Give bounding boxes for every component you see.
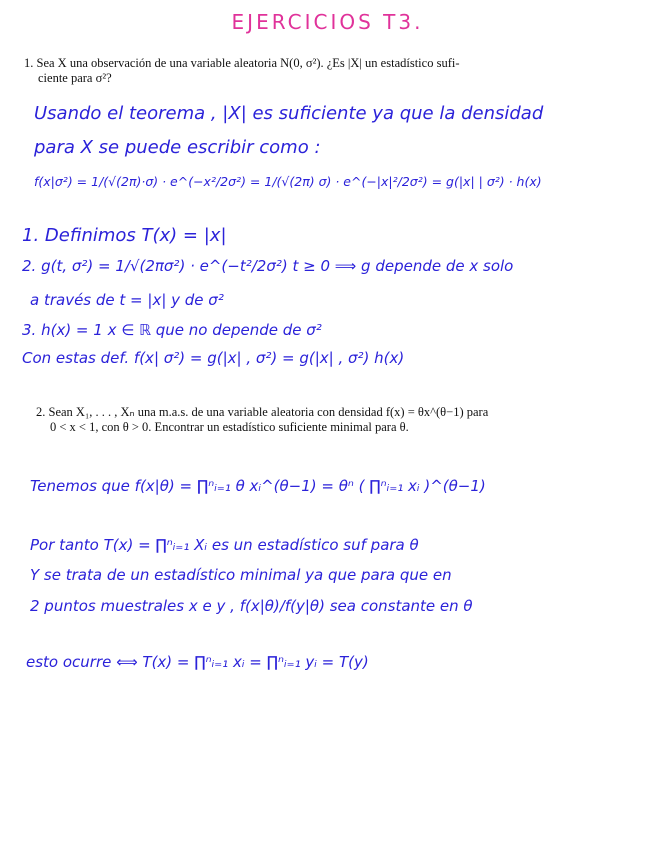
problem-1-line-1: 1. Sea X una observación de una variable aleatoria N(0, σ²). ¿Es |X| un estadístico sufi- xyxy=(24,56,460,70)
problem-2-line-2: 0 < x < 1, con θ > 0. Encontrar un estadístico suficiente minimal para θ. xyxy=(50,420,409,434)
answer-1-line-1: Usando el teorema , |X| es suficiente ya que la densidad xyxy=(34,103,544,124)
answer-2-line-1: Tenemos que f(x|θ) = ∏ⁿᵢ₌₁ θ xᵢ^(θ−1) = θⁿ ( ∏ⁿᵢ₌₁ xᵢ )^(θ−1) xyxy=(30,477,486,495)
answer-2-line-3: Y se trata de un estadístico minimal ya que para que en xyxy=(30,566,452,584)
problem-1-statement xyxy=(24,56,634,86)
answer-1-line-3: f(x|σ²) = 1/(√(2π)·σ) · e^(−x²/2σ²) = 1/(√(2π) σ) · e^(−|x|²/2σ²) = g(|x| | σ²) · h(x) xyxy=(34,174,542,189)
answer-1-line-7: 3. h(x) = 1 x ∈ ℝ que no depende de σ² xyxy=(22,321,322,339)
answer-1-line-2: para X se puede escribir como : xyxy=(34,137,321,158)
problem-2-line-1: 2. Sean X₁, . . . , Xₙ una m.a.s. de una variable aleatoria con densidad f(x) = θx^(θ−1) para xyxy=(36,405,489,419)
problem-1-line-2: ciente para σ²? xyxy=(38,71,112,85)
answer-1-line-4: 1. Definimos T(x) = |x| xyxy=(22,225,227,246)
answer-2-line-5: esto ocurre ⟺ T(x) = ∏ⁿᵢ₌₁ xᵢ = ∏ⁿᵢ₌₁ yᵢ = T(y) xyxy=(26,653,369,671)
answer-2-line-2: Por tanto T(x) = ∏ⁿᵢ₌₁ Xᵢ es un estadístico suf para θ xyxy=(30,536,419,554)
problem-2-statement xyxy=(36,405,636,435)
answer-1-line-5: 2. g(t, σ²) = 1/√(2πσ²) · e^(−t²/2σ²) t ≥ 0 ⟹ g depende de x solo xyxy=(22,257,514,275)
answer-2-line-4: 2 puntos muestrales x e y , f(x|θ)/f(y|θ) sea constante en θ xyxy=(30,597,473,615)
page-title: EJERCICIOS T3. xyxy=(231,10,424,34)
answer-1-line-8: Con estas def. f(x| σ²) = g(|x| , σ²) = g(|x| , σ²) h(x) xyxy=(22,349,405,367)
answer-1-line-6: a través de t = |x| y de σ² xyxy=(30,291,224,309)
